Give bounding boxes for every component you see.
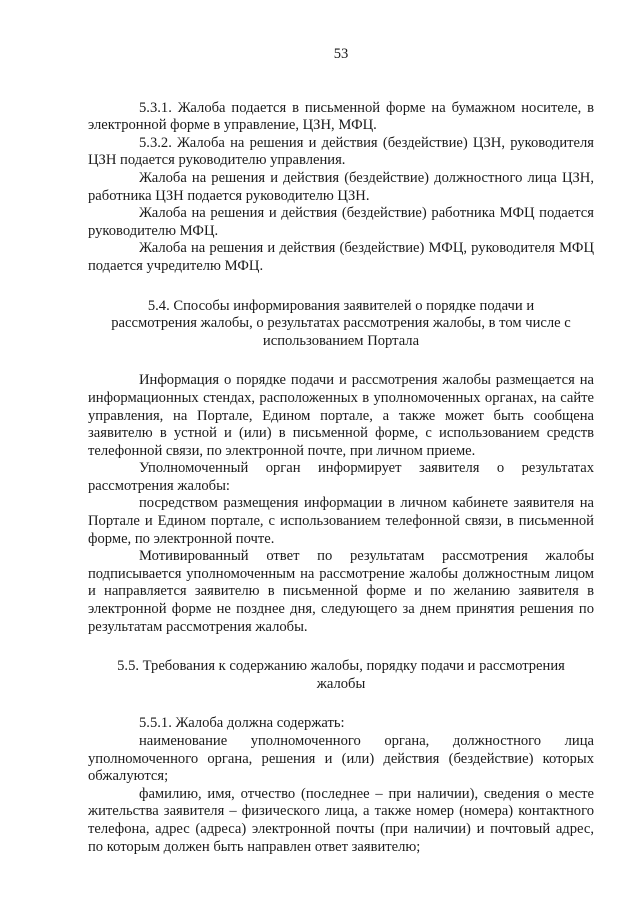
paragraph-5-3-2: 5.3.2. Жалоба на решения и действия (бездействие) ЦЗН, руководителя ЦЗН подается руководителю управления. [88, 134, 594, 169]
paragraph-complaint-mfc: Жалоба на решения и действия (бездействие) МФЦ, руководителя МФЦ подается учредителю МФЦ. [88, 240, 594, 274]
paragraph-5-5-1: 5.5.1. Жалоба должна содержать: [139, 715, 345, 732]
section-heading-5-5: 5.5. Требования к содержанию жалобы, порядку подачи и рассмотрения жалобы [117, 658, 565, 692]
paragraph-info-placement: Информация о порядке подачи и рассмотрения жалобы размещается на информационных стендах, расположенных в уполномоченных органах, на сайте управления, на Портале, Едином портале, а также может быть сообщена заявителю в устной и (или) в письменной форме, с использованием средств телефонной связи, по электронной почте, при личном приеме. [88, 372, 594, 459]
document-page [88, 46, 594, 856]
paragraph-5-3-1: 5.3.1. Жалоба подается в письменной форме на бумажном носителе, в электронной форме в управление, ЦЗН, МФЦ. [88, 99, 594, 134]
paragraph-complaint-czn-official: Жалоба на решения и действия (бездействие) должностного лица ЦЗН, работника ЦЗН подается руководителю ЦЗН. [88, 169, 594, 204]
paragraph-info-channels: посредством размещения информации в личном кабинете заявителя на Портале и Едином портале, с использованием телефонной связи, в письменной форме, по электронной почте. [88, 495, 594, 547]
paragraph-authority-name: наименование уполномоченного органа, должностного лица уполномоченного органа, решения и (или) действия (бездействие) которых обжалуются; [88, 733, 594, 785]
page-number: 53 [333, 46, 349, 62]
paragraph-applicant-details: фамилию, имя, отчество (последнее – при наличии), сведения о месте жительства заявителя – физического лица, а также номер (номера) контактного телефона, адрес (адреса) электронной почты (при наличии) и почтовый адрес, по которым должен быть направлен ответ заявителю; [88, 785, 594, 855]
section-heading-5-4: 5.4. Способы информирования заявителей о порядке подачи и рассмотрения жалобы, о результатах рассмотрения жалобы, в том числе с использованием Портала [111, 297, 571, 349]
paragraph-motivated-answer: Мотивированный ответ по результатам рассмотрения жалобы подписывается уполномоченным на рассмотрение жалобы должностным лицом и направляется заявителю в письменной форме и по желанию заявителя в электронной форме не позднее дня, следующего за днем принятия решения по результатам рассмотрения жалобы. [88, 548, 594, 635]
paragraph-authority-informs: Уполномоченный орган информирует заявителя о результатах рассмотрения жалобы: [88, 460, 594, 494]
paragraph-complaint-mfc-worker: Жалоба на решения и действия (бездействие) работника МФЦ подается руководителю МФЦ. [88, 205, 594, 239]
